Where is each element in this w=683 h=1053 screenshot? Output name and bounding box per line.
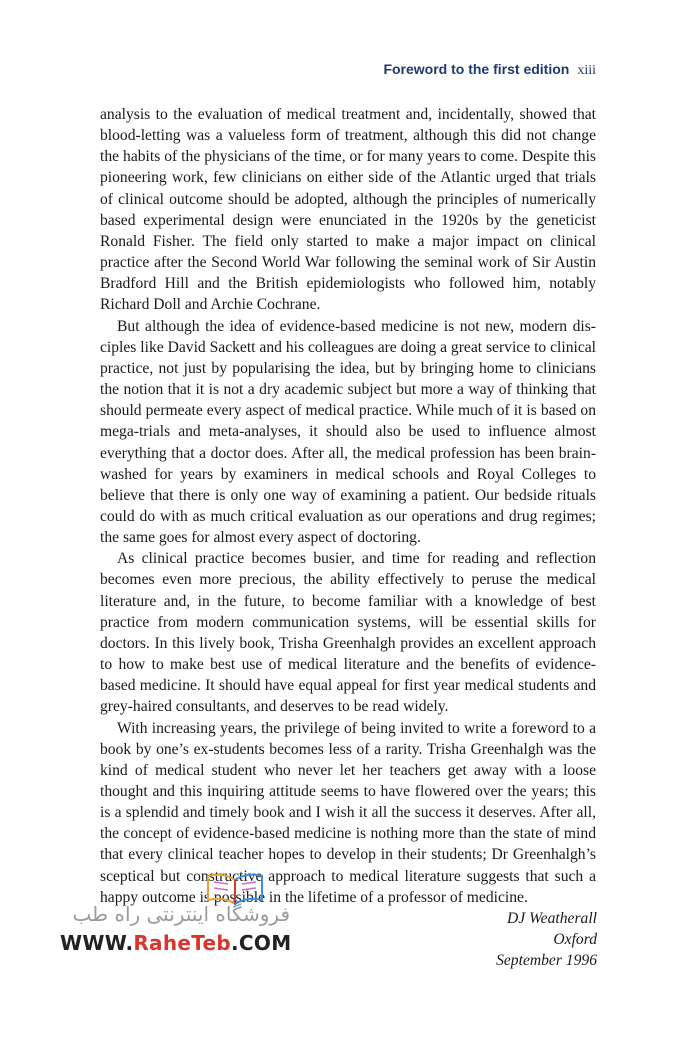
paragraph-1: analysis to the evaluation of medical treatment and, incidentally, showed that blood-letting was a valueless form of treatment, although this did not change the habits of the physicians of the time, or for many years to come. Despite this pioneering work, few clinicians on either side of the Atlantic urged that trials of clinical outcome should be adopted, although the principles of numerically based experimental design were enunciated in the 1920s by the geneticist Ronald Fisher. The field only started to make a major impact on clinical practice after the Second World War following the seminal work of Sir Austin Bradford Hill and the British epidemiologists who followed him, notably Richard Doll and Archie Cochrane. xyxy=(100,106,596,314)
url-prefix: WWW. xyxy=(60,931,134,955)
signature-place: Oxford xyxy=(553,931,597,948)
page-number: xiii xyxy=(577,63,596,78)
url-brand: RaheTeb xyxy=(133,931,232,955)
signature-name: DJ Weatherall xyxy=(507,910,597,927)
watermark xyxy=(58,868,298,958)
chapter-title: Foreword to the first edition xyxy=(383,61,570,77)
paragraph-2: But although the idea of evidence-based medicine is not new, modern disciples like David Sackett and his colleagues are doing a great service to clinical practice, not just by popularising the idea, but by bringing home to clinicians the notion that it is not a dry academic subject but more a way of thinking that should permeate every aspect of medical practice. While much of it is based on mega-trials and meta-analyses, it should also be used to influence almost everything that a doctor does. After all, the medical profession has been brain-washed for years by examiners in medical schools and Royal Colleges to believe that there is only one way of examining a patient. Our bedside rituals could do with as much critical evaluation as our operations and drug regimes; the same goes for almost every aspect of doctoring. xyxy=(100,317,596,547)
paragraph-3: As clinical practice becomes busier, and time for reading and reflection becomes even more precious, the ability effectively to peruse the medical literature and, in the future, to become familiar with a knowledge of best practice from modern communication systems, will be essential skills for doctors. In this lively book, Trisha Greenhalgh provides an excellent approach to how to make best use of medical literature and the benefits of evidence-based medicine. It should have equal appeal for first year medical students and grey-haired consultants, and deserves to be read widely. xyxy=(100,550,596,716)
watermark-url xyxy=(60,931,291,955)
signature-date: September 1996 xyxy=(496,952,597,969)
watermark-persian-text: فروشگاه اینترنتی راه طب xyxy=(72,902,290,926)
paragraph-4: With increasing years, the privilege of being invited to write a foreword to a book by one’s ex-students becomes less of a rarity. Trisha Greenhalgh was the kind of medical student who never let her teachers get away with a loose thought and this inquiring attitude seems to have flowered over the years; this is a splendid and timely book and I wish it all the success it deserves. After all, the concept of evidence-based medicine is nothing more than the state of mind that every clinical teacher hopes to develop in their students; Dr Greenhalgh’s sceptical but constructive approach to medical literature suggests that such a happy outcome is possible in the lifetime of a professor of medicine. xyxy=(100,719,596,906)
url-suffix: .COM xyxy=(231,931,292,955)
running-head xyxy=(383,61,596,79)
body-text xyxy=(100,104,596,908)
signature-block xyxy=(496,908,597,971)
